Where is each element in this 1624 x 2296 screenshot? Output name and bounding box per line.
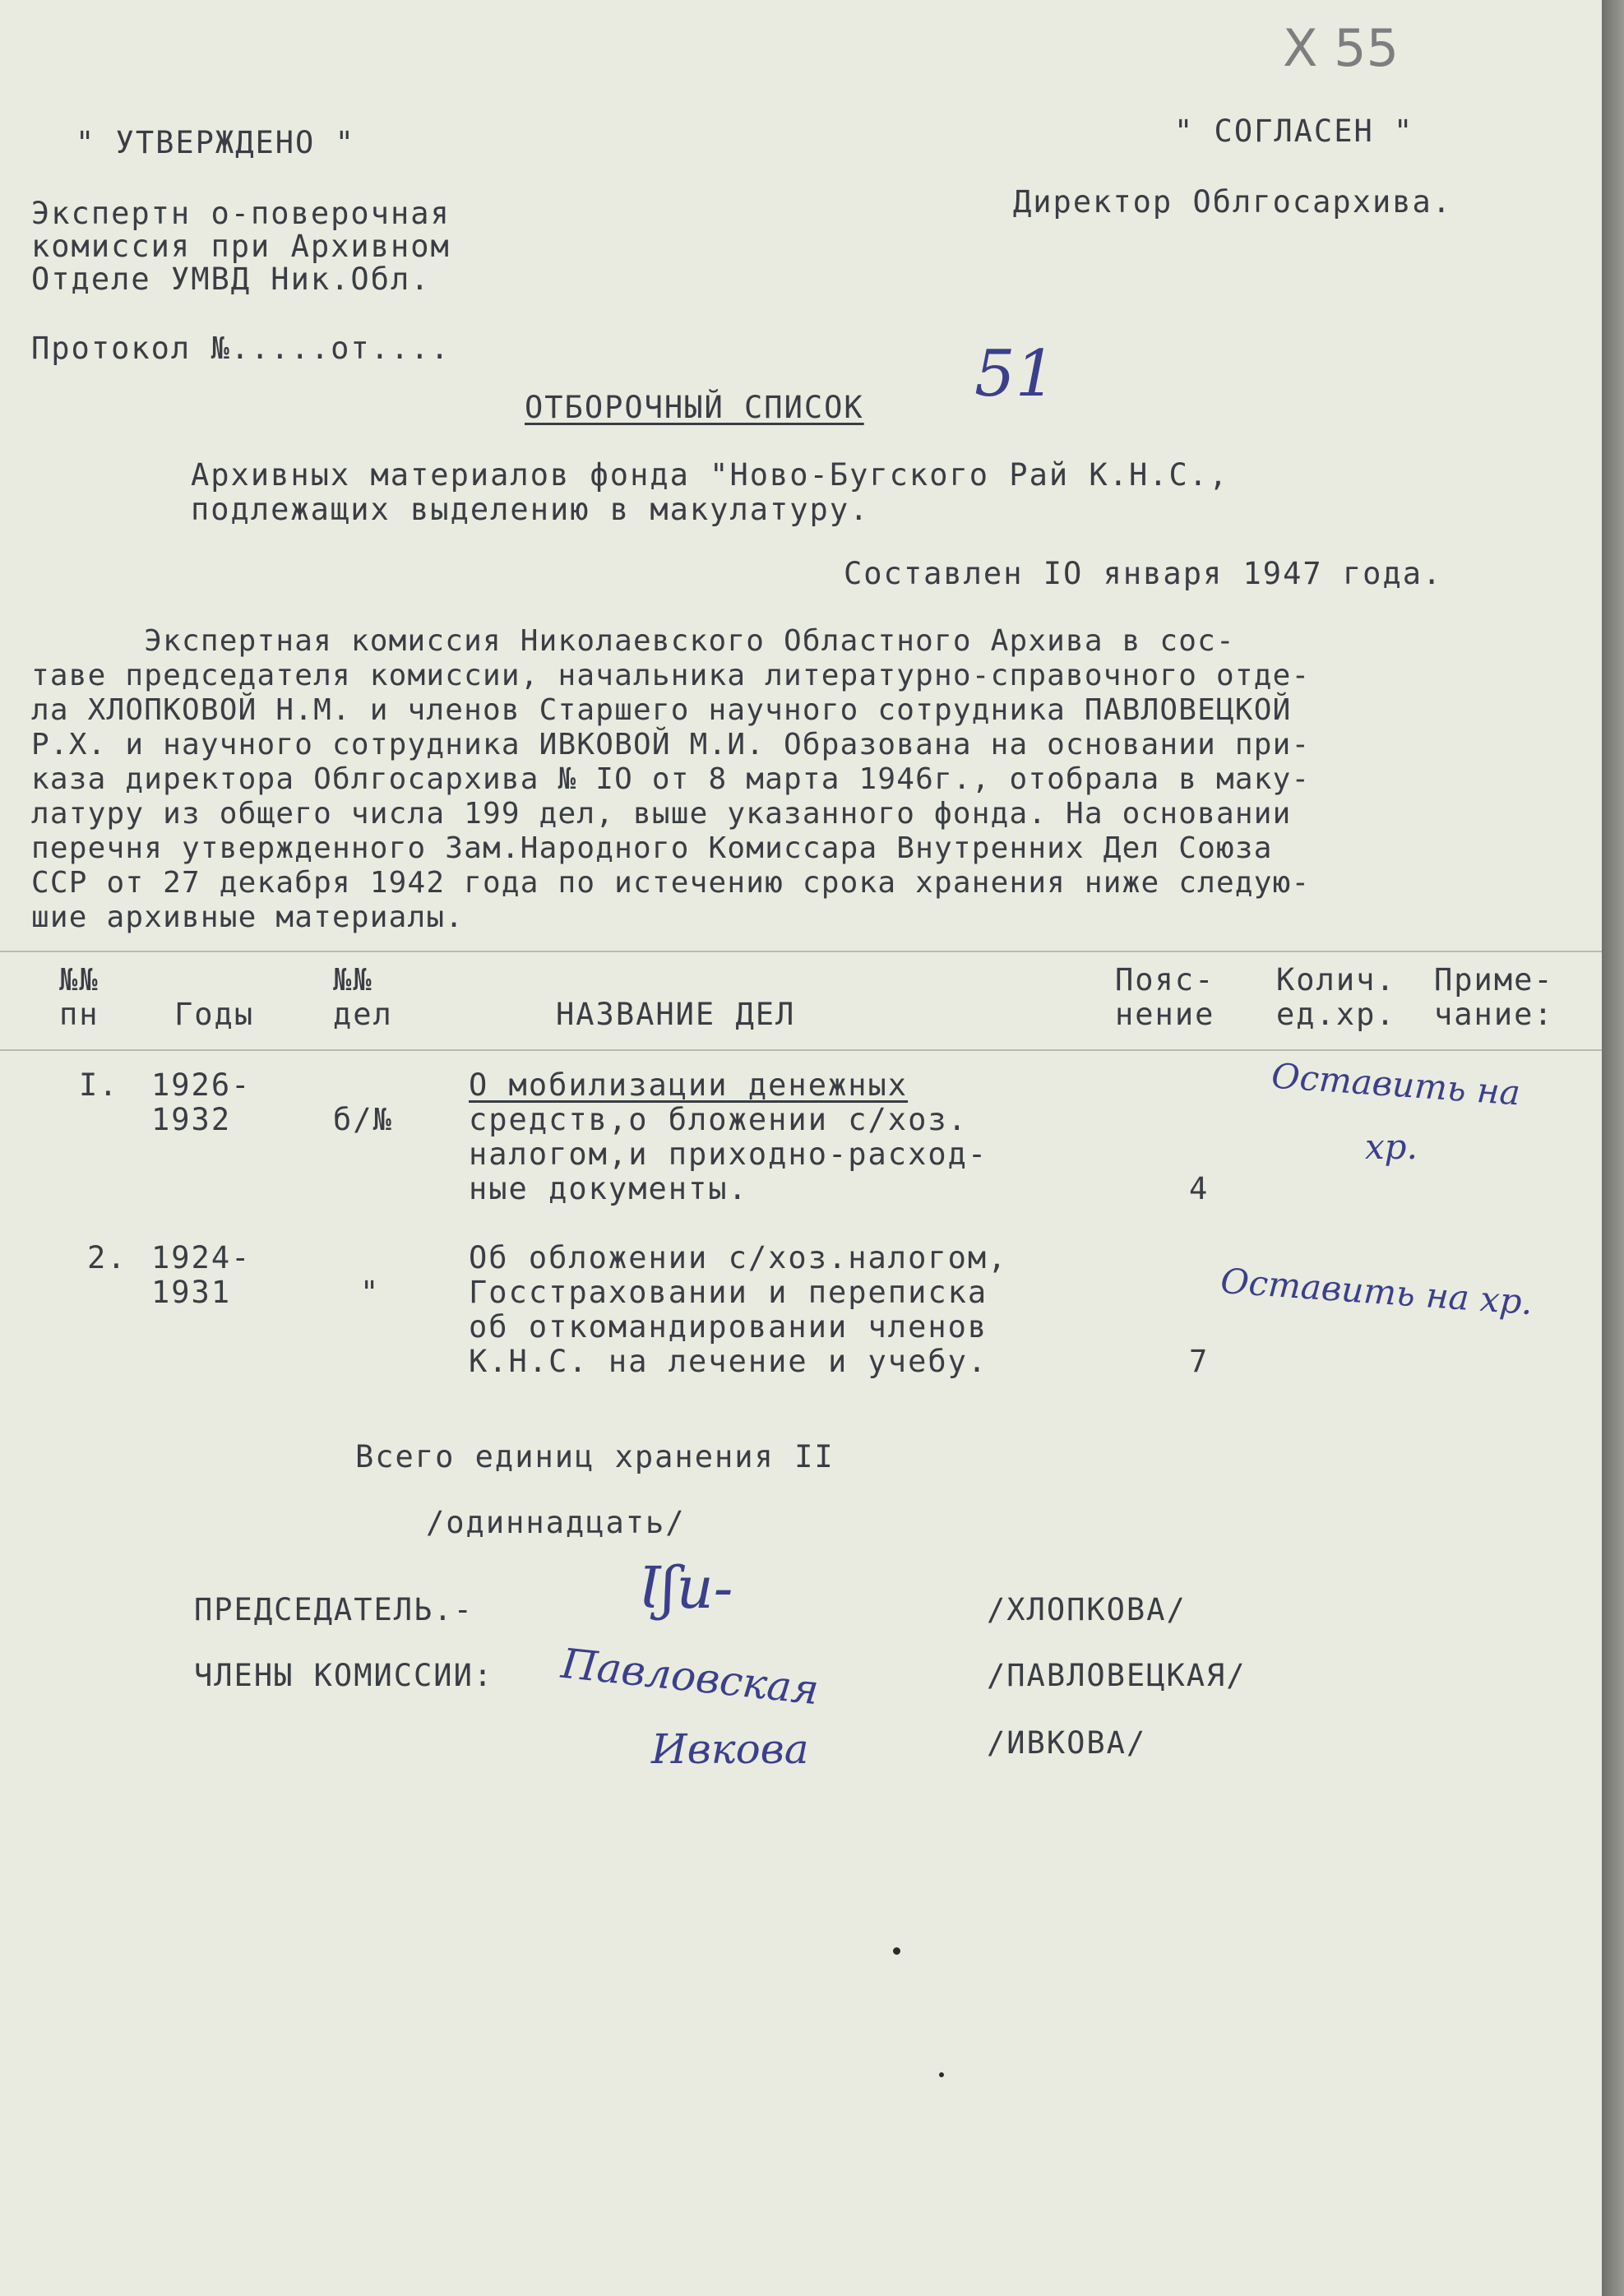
row-2-years-2: 1931 (151, 1275, 232, 1310)
page-edge-shadow (1602, 0, 1624, 2296)
agreed-label: " СОГЛАСЕН " (1174, 113, 1414, 149)
header-qty-2: ед.хр. (1276, 997, 1396, 1032)
member-signature-2: Ивкова (651, 1725, 809, 1773)
document-title: ОТБОРОЧНЫЙ СПИСОК (525, 390, 864, 425)
header-note-1: Пояс- (1115, 962, 1215, 998)
row-2-name-1: Об обложении с/хоз.налогом, (469, 1240, 1008, 1275)
chairman-signature: Ɩʃи‑ (638, 1554, 733, 1622)
body-line-3: ла ХЛОПКОВОЙ Н.М. и членов Старшего научного сотрудника ПАВЛОВЕЦКОЙ (31, 693, 1292, 727)
body-line-8: ССР от 27 декабря 1942 года по истечению срока хранения ниже следую- (31, 866, 1311, 900)
total-units: Всего единиц хранения II (355, 1439, 835, 1474)
chairman-name: /ХЛОПКОВА/ (987, 1592, 1187, 1627)
row-1-years-1: 1926- (151, 1067, 252, 1103)
row-1-years-2: 1932 (151, 1102, 232, 1137)
left-header-line-3: Отделе УМВД Ник.Обл. (31, 262, 431, 297)
compiled-date: Составлен IO января 1947 года. (844, 556, 1443, 591)
row-2-years-1: 1924- (151, 1240, 252, 1275)
header-num-2: пн (59, 997, 99, 1032)
row-2-remark: Оставить на хр. (1219, 1260, 1534, 1323)
row-1-name-4: ные документы. (469, 1171, 748, 1206)
body-line-6: латуру из общего числа 199 дел, выше указанного фонда. На основании (31, 797, 1292, 831)
row-1-num: I. (79, 1067, 119, 1103)
table-top-rule (0, 951, 1602, 952)
protocol-line: Протокол №.....от.... (31, 331, 451, 366)
body-line-7: перечня утвержденного Зам.Народного Комиссара Внутренних Дел Союза (31, 831, 1273, 865)
row-1-case: б/№ (333, 1102, 393, 1137)
row-2-case: " (360, 1275, 381, 1310)
subtitle-line-1: Архивных материалов фонда "Ново-Бугского Рай К.Н.С., (191, 457, 1229, 493)
row-2-name-4: К.Н.С. на лечение и учебу. (469, 1344, 988, 1379)
header-qty-1: Колич. (1276, 962, 1396, 998)
table-header-rule (0, 1049, 1602, 1051)
row-1-remark-1: Оставить на (1270, 1055, 1522, 1113)
handwritten-number: 51 (974, 337, 1057, 411)
body-line-4: Р.Х. и научного сотрудника ИВКОВОЙ М.И. Образована на основании при- (31, 728, 1311, 761)
header-name: НАЗВАНИЕ ДЕЛ (556, 997, 796, 1032)
paper-speck (893, 1947, 900, 1955)
chairman-label: ПРЕДСЕДАТЕЛЬ.- (194, 1592, 474, 1627)
body-line-9: шие архивные материалы. (31, 900, 465, 934)
header-years: Годы (174, 997, 255, 1032)
member-name-1: /ПАВЛОВЕЦКАЯ/ (987, 1658, 1247, 1693)
pencil-mark: X 55 (1283, 18, 1400, 78)
row-1-name-3: налогом,и приходно-расход- (469, 1136, 988, 1172)
header-note-2: нение (1115, 997, 1215, 1032)
header-remark-2: чание: (1434, 997, 1554, 1032)
row-1-remark-2: хр. (1365, 1127, 1418, 1167)
row-2-name-3: об откомандировании членов (469, 1309, 988, 1345)
header-case-1: №№ (333, 962, 373, 998)
row-2-name-2: Госстраховании и переписка (469, 1275, 988, 1310)
approved-label: " УТВЕРЖДЕНО " (76, 125, 355, 160)
row-2-qty: 7 (1189, 1344, 1210, 1379)
body-line-5: каза директора Облгосархива № IO от 8 марта 1946г., отобрала в маку- (31, 762, 1311, 796)
member-signature-1: Павловская (558, 1639, 821, 1715)
member-name-2: /ИВКОВА/ (987, 1725, 1147, 1761)
body-line-2: таве председателя комиссии, начальника литературно-справочного отде- (31, 659, 1311, 692)
header-case-2: дел (333, 997, 393, 1032)
row-1-name-1: О мобилизации денежных (469, 1067, 909, 1103)
header-remark-1: Приме- (1434, 962, 1554, 998)
director-line: Директор Облгосархива. (1013, 184, 1453, 220)
row-1-name-2: средств,о бложении с/хоз. (469, 1102, 968, 1137)
row-2-num: 2. (87, 1240, 127, 1275)
left-header-line-1: Экспертн о-поверочная (31, 196, 451, 231)
body-line-1: Экспертная комиссия Николаевского Областного Архива в сос- (31, 624, 1235, 658)
total-words: /одиннадцать/ (426, 1505, 686, 1540)
members-label: ЧЛЕНЫ КОМИССИИ: (194, 1658, 494, 1693)
header-num-1: №№ (59, 962, 99, 998)
subtitle-line-2: подлежащих выделению в макулатуру. (191, 492, 870, 527)
paper-speck (939, 2072, 944, 2077)
left-header-line-2: комиссия при Архивном (31, 229, 451, 264)
row-1-qty: 4 (1189, 1171, 1210, 1206)
